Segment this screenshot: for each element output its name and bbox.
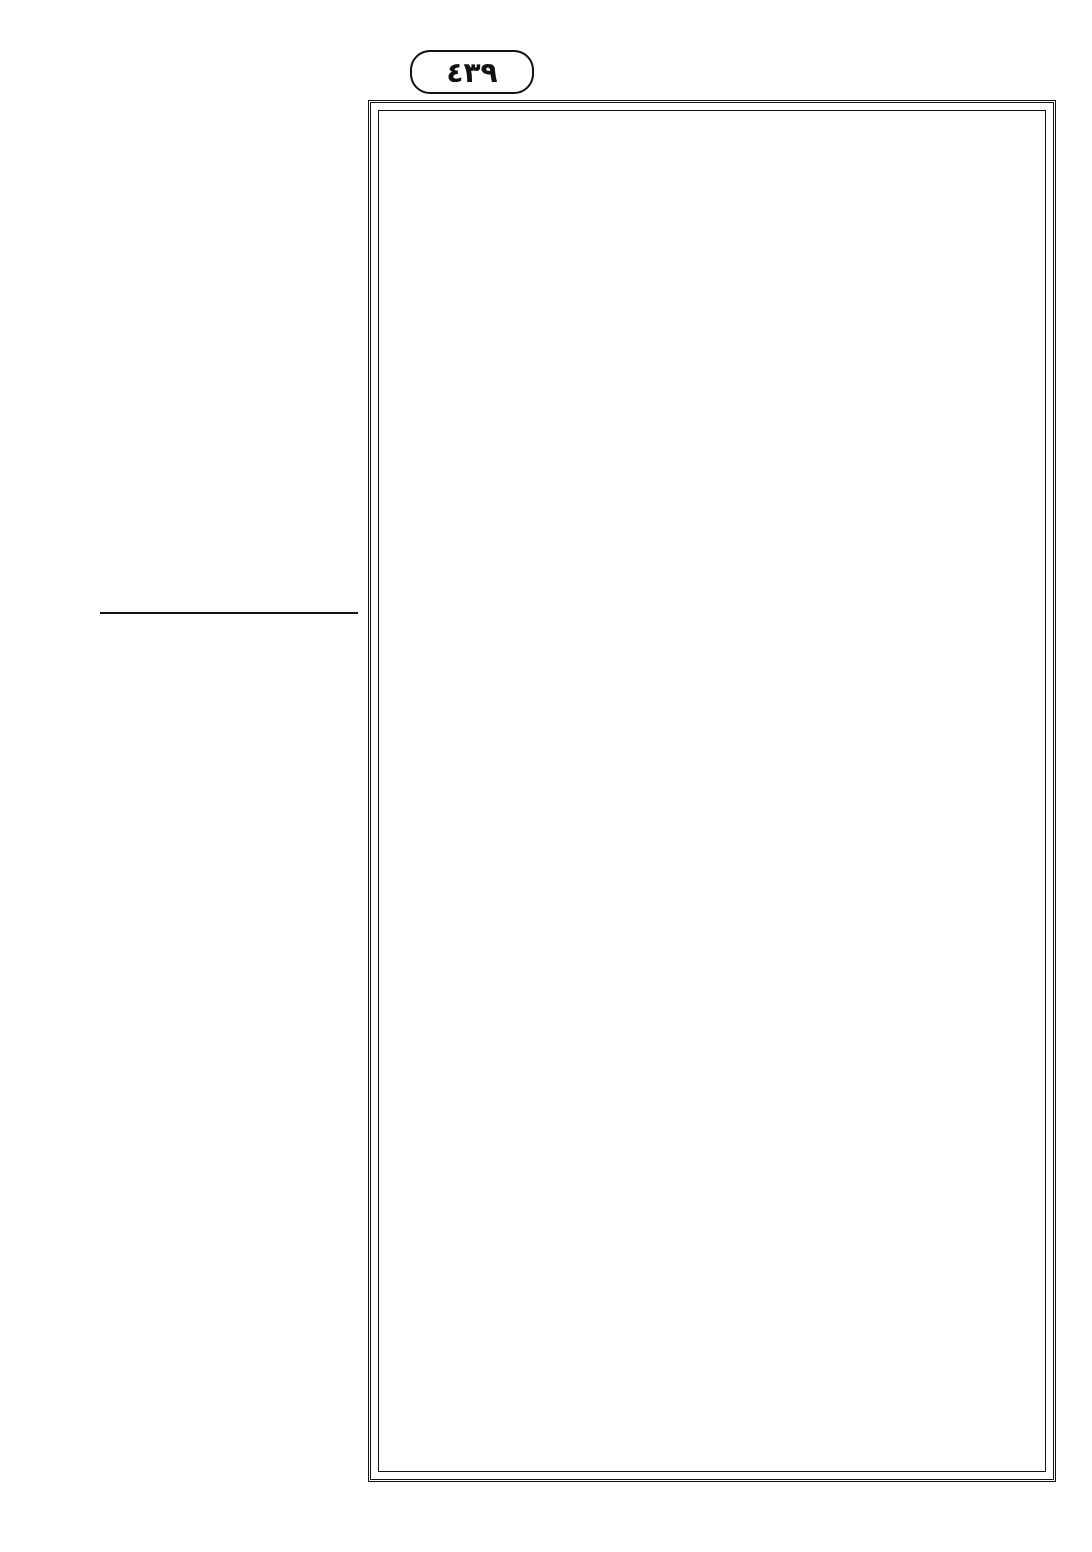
running-header bbox=[100, 40, 1060, 92]
main-text-body bbox=[378, 110, 1046, 1472]
margin-divider bbox=[100, 612, 358, 614]
footer-text-line bbox=[100, 1496, 1060, 1532]
margin-commentary-column bbox=[100, 100, 358, 1482]
page-number: ٤٣٩ bbox=[410, 50, 534, 94]
